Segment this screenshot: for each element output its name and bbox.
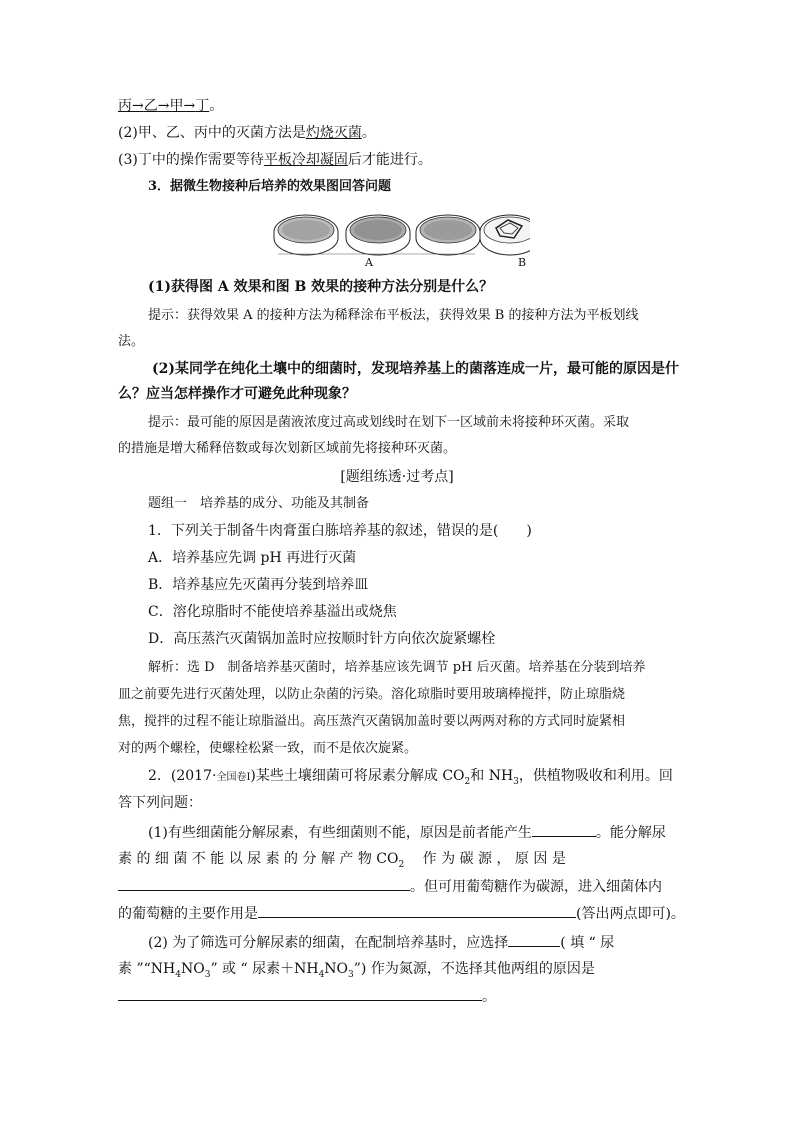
culture-plates-figure (270, 204, 530, 276)
question-3-title: 3．据微生物接种后培养的效果图回答问题 (148, 179, 392, 194)
q3-sub1: (1)获得图 A 效果和图 B 效果的接种方法分别是什么？ (148, 279, 494, 295)
plate-a3 (416, 215, 480, 255)
q2-part1-line3: 。但可用葡萄糖作为碳源，进入细菌体内 (118, 876, 662, 897)
q2-stem-line2: 答下列问题： (118, 795, 202, 811)
answer-blank-3[interactable] (258, 903, 576, 918)
hint1-line2: 法。 (118, 334, 145, 349)
q3-operation-line: (3)丁中的操作需要等待平板冷却凝固后才能进行。 (118, 152, 432, 168)
order-answer: 丙→乙→甲→丁 (118, 98, 210, 114)
q2-part1-line4: 的葡萄糖的主要作用是 (答出两点即可)。 (118, 903, 685, 924)
q2-part1-line2: 素 的 细 菌 不 能 以 尿 素 的 分 解 产 物 $CO_2$ 作 为 碳 源 ， 原 因 是 (118, 851, 566, 870)
q1-option-c: C．溶化琼脂时不能使培养基溢出或烧焦 (148, 604, 397, 620)
answer-line-order: 丙→乙→甲→丁。 (118, 98, 224, 114)
q1-explanation-line4: 对的两个螺栓，使螺栓松紧一致，而不是依次旋紧。 (118, 741, 418, 756)
q3-sub2-line1: (2)某同学在纯化土壤中的细菌时，发现培养基上的菌落连成一片，最可能的原因是什 (152, 361, 679, 377)
q1-option-d: D．高压蒸汽灭菌锅加盖时应按顺时针方向依次旋紧螺栓 (148, 631, 496, 647)
q2-stem-line1: 2．(2017·全国卷Ⅰ)某些土壤细菌可将尿素分解成 $CO_2$和 $NH_3$，供植物吸收和利用。回 (148, 768, 673, 787)
hint2-line2: 的措施是增大稀释倍数或每次划新区域前先将接种环灭菌。 (118, 441, 457, 456)
answer-blank-1[interactable] (532, 822, 596, 837)
answer-blank-5[interactable] (118, 986, 482, 1001)
plate-b (480, 215, 530, 255)
q2-part2-line2: 素 $”“NH_4NO_3$” 或 “ 尿素$+NH_4NO_3$”) 作为氮源，不选择其他两组的原因是 (118, 961, 595, 980)
sterilization-answer: 灼烧灭菌 (305, 125, 362, 141)
hint1-line1: 提示：获得效果 A 的接种方法为稀释涂布平板法，获得效果 B 的接种方法为平板划线 (148, 308, 639, 323)
plate-a2 (346, 215, 410, 255)
q1-explanation-line1: 解析：选 D 制备培养基灭菌时，培养基应该先调节 pH 后灭菌。培养基在分装到培养 (148, 660, 646, 675)
q2-sterilization-line: (2)甲、乙、丙中的灭菌方法是灼烧灭菌。 (118, 125, 376, 141)
q3-sub2-line2: 么？应当怎样操作才可避免此种现象？ (118, 386, 356, 402)
figure-label-b: B (518, 256, 527, 269)
q1-stem: 1．下列关于制备牛肉膏蛋白胨培养基的叙述，错误的是( ) (148, 523, 532, 539)
q2-part1-line1: (1)有些细菌能分解尿素，有些细菌则不能，原因是前者能产生 。能分解尿 (148, 822, 666, 843)
group-title: 题组一 培养基的成分、功能及其制备 (148, 496, 370, 511)
hint2-line1: 提示：最可能的原因是菌液浓度过高或划线时在划下一区域前未将接种环灭菌。采取 (148, 415, 630, 430)
section-header: [题组练透·过考点] (340, 469, 454, 485)
answer-blank-4[interactable] (508, 932, 560, 947)
q2-part2-line1: (2) 为了筛选可分解尿素的细菌，在配制培养基时，应选择 ( 填 “ 尿 (148, 932, 614, 953)
q1-explanation-line2: 皿之前要先进行灭菌处理，以防止杂菌的污染。溶化琼脂时要用玻璃棒搅拌，防止琼脂烧 (118, 687, 626, 702)
exam-source: 全国卷Ⅰ (216, 772, 251, 783)
q1-option-a: A．培养基应先调 pH 再进行灭菌 (148, 550, 357, 566)
operation-answer: 平板冷却凝固 (263, 152, 348, 168)
q1-option-b: B．培养基应先灭菌再分装到培养皿 (148, 577, 369, 593)
answer-blank-2[interactable] (118, 876, 410, 891)
figure-label-a: A (365, 256, 373, 269)
q2-part2-line3: 。 (118, 986, 496, 1007)
q1-explanation-line3: 焦，搅拌的过程不能让琼脂溢出。高压蒸汽灭菌锅加盖时要以两两对称的方式同时旋紧相 (118, 714, 626, 729)
plate-a1 (274, 215, 338, 255)
